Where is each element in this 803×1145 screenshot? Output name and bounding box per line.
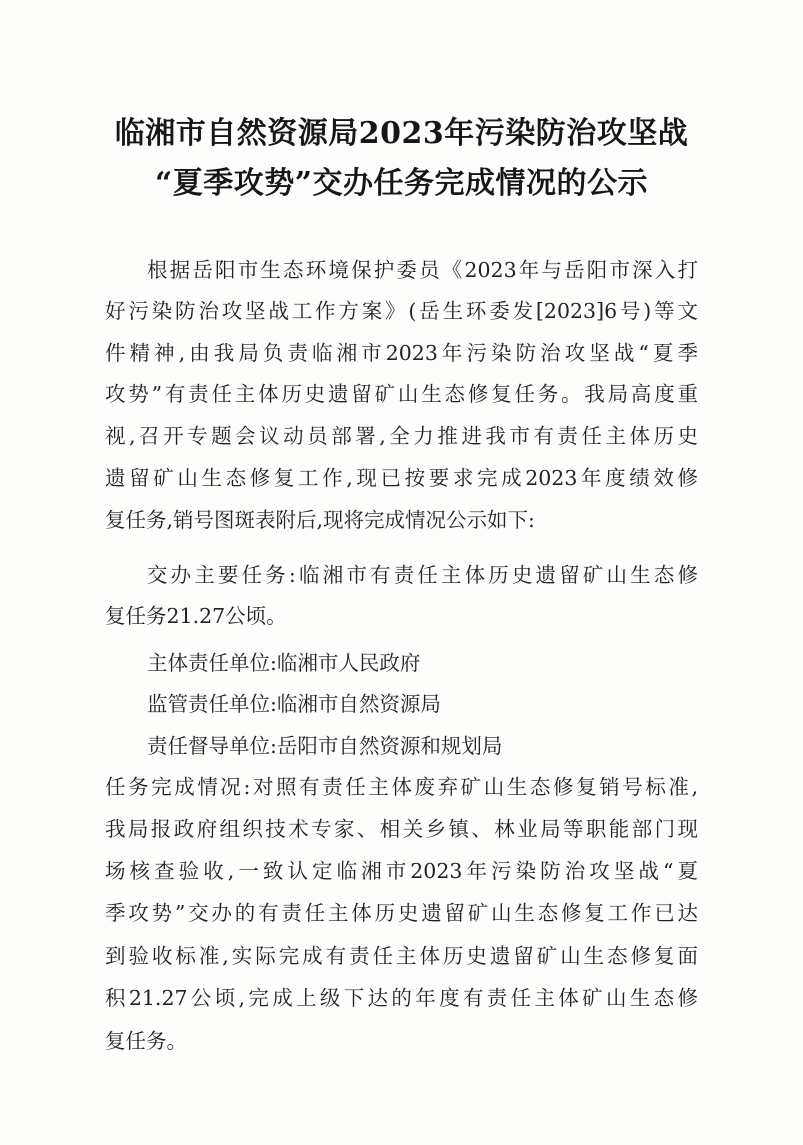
paragraph-1-line: 好污染防治攻坚战工作方案》(岳生环委发[2023]6号)等文: [105, 299, 698, 323]
paragraph-1-line: 视,召开专题会议动员部署,全力推进我市有责任主体历史: [105, 424, 698, 448]
responsible-unit: 主体责任单位:临湘市人民政府: [147, 651, 421, 675]
paragraph-1-line: 根据岳阳市生态环境保护委员《2023年与岳阳市深入打: [147, 258, 698, 282]
main-task-line: 交办主要任务:临湘市有责任主体历史遗留矿山生态修: [147, 563, 698, 587]
paragraph-1-line: 件精神,由我局负责临湘市2023年污染防治攻坚战“夏季: [105, 341, 698, 365]
paragraph-1-line: 复任务,销号图斑表附后,现将完成情况公示如下:: [105, 508, 535, 532]
completion-line: 积21.27公顷,完成上级下达的年度有责任主体矿山生态修: [105, 986, 698, 1010]
supervising-unit: 监管责任单位:临湘市自然资源局: [147, 692, 441, 716]
oversight-unit: 责任督导单位:岳阳市自然资源和规划局: [147, 734, 503, 758]
main-task-line: 复任务21.27公顷。: [105, 604, 287, 628]
completion-line: 我局报政府组织技术专家、相关乡镇、林业局等职能部门现: [105, 817, 698, 841]
paragraph-1-line: 遗留矿山生态修复工作,现已按要求完成2023年度绩效修: [105, 466, 698, 490]
completion-line: 季攻势”交办的有责任主体历史遗留矿山生态修复工作已达: [105, 901, 698, 925]
paragraph-1-line: 攻势”有责任主体历史遗留矿山生态修复任务。我局高度重: [105, 382, 698, 406]
document-title-line-1: 临湘市自然资源局2023年污染防治攻坚战: [114, 116, 689, 151]
completion-line: 场核查验收,一致认定临湘市2023年污染防治攻坚战“夏: [105, 859, 698, 883]
completion-line: 任务完成情况:对照有责任主体废弃矿山生态修复销号标准,: [105, 775, 698, 799]
completion-line: 复任务。: [105, 1029, 187, 1053]
completion-line: 到验收标准,实际完成有责任主体历史遗留矿山生态修复面: [105, 944, 698, 968]
document-title-line-2: “夏季攻势”交办任务完成情况的公示: [154, 166, 648, 201]
